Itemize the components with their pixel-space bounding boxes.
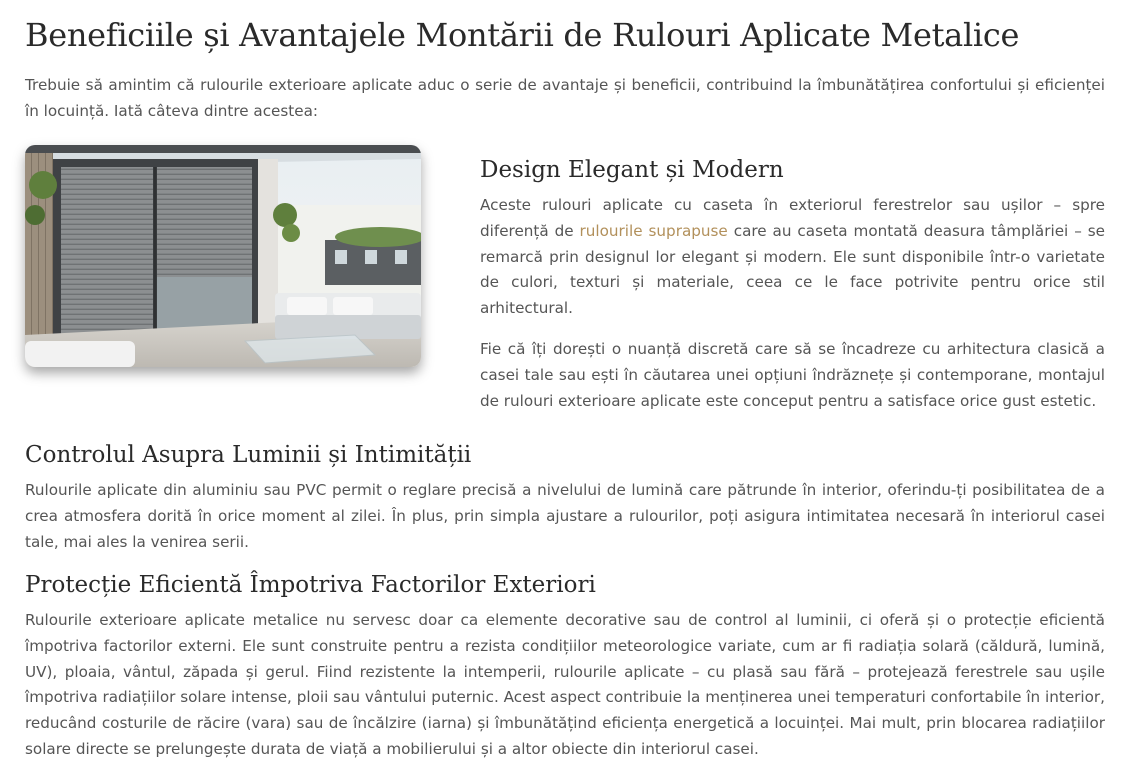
design-paragraph-2: Fie că îți dorești o nuanță discretă care să se încadreze cu arhitectura clasică a casei tale sau ești în căutarea unei opțiuni îndrăznețe și contemporane, montajul de rulouri exterioare aplicate este conceput pentru a satisface orice gust estetic. bbox=[480, 339, 1105, 410]
rulourile-suprapuse-link[interactable]: rulourile suprapuse bbox=[579, 221, 728, 240]
protection-heading: Protecție Eficientă Împotriva Factorilor Exteriori bbox=[25, 572, 596, 598]
intro-paragraph: Trebuie să amintim că rulourile exterioare aplicate aduc o serie de avantaje și beneficii, contribuind la îmbunătățirea confortului și eficienței în locuință. Iată câteva dintre acestea: bbox=[25, 76, 1105, 120]
design-paragraph-1 bbox=[480, 193, 1105, 322]
protection-section bbox=[25, 572, 1105, 763]
protection-paragraph: Rulourile exterioare aplicate metalice nu servesc doar ca elemente decorative sau de control al luminii, ci oferă și o protecție eficientă împotriva factorilor externi. Ele sunt construite pentru a rezista condițiilor meteorologice variate, cum ar fi radiația solară (căldură, lumină, UV), ploaia, vântul, zăpada și gerul. Fiind rezistente la intemperii, rulourile aplicate – cu plasă sau fără – protejează ferestrele sau ușile împotriva radiațiilor solare intense, ploii sau vântului puternic. Acest aspect contribuie la menținerea unei temperaturi confortabile în interior, reducând costurile de răcire (vara) sau de încălzire (iarna) și îmbunătățind eficiența energetică a locuinței. Mai mult, prin blocarea radiațiilor solare directe se prelungește durata de viață a mobilierului și a altor obiecte din interiorul casei. bbox=[25, 611, 1105, 758]
design-text-after-link: care au caseta montată deasura tâmplăriei – se remarcă prin designul lor elegant și modern. Ele sunt disponibile într-o varietate de culori, texturi și materiale, ceea ce le face potrivite pentru orice stil arhitectural. bbox=[480, 221, 1105, 318]
terrace-roller-shutters-photo bbox=[25, 145, 421, 367]
control-heading: Controlul Asupra Luminii și Intimității bbox=[25, 442, 472, 468]
design-section bbox=[480, 157, 1105, 414]
control-section bbox=[25, 442, 1105, 555]
design-heading: Design Elegant și Modern bbox=[480, 157, 784, 183]
page-title: Beneficiile și Avantajele Montării de Rulouri Aplicate Metalice bbox=[25, 16, 1020, 54]
control-paragraph: Rulourile aplicate din aluminiu sau PVC permit o reglare precisă a nivelului de lumină care pătrunde în interior, oferindu-ți posibilitatea de a crea atmosfera dorită în orice moment al zilei. În plus, prin simpla ajustare a rulourilor, poți asigura intimitatea necesară în interiorul casei tale, mai ales la venirea serii. bbox=[25, 481, 1105, 551]
design-text-before-link: Aceste rulouri aplicate cu caseta în exteriorul ferestrelor sau ușilor – spre diferență de bbox=[480, 196, 1105, 240]
